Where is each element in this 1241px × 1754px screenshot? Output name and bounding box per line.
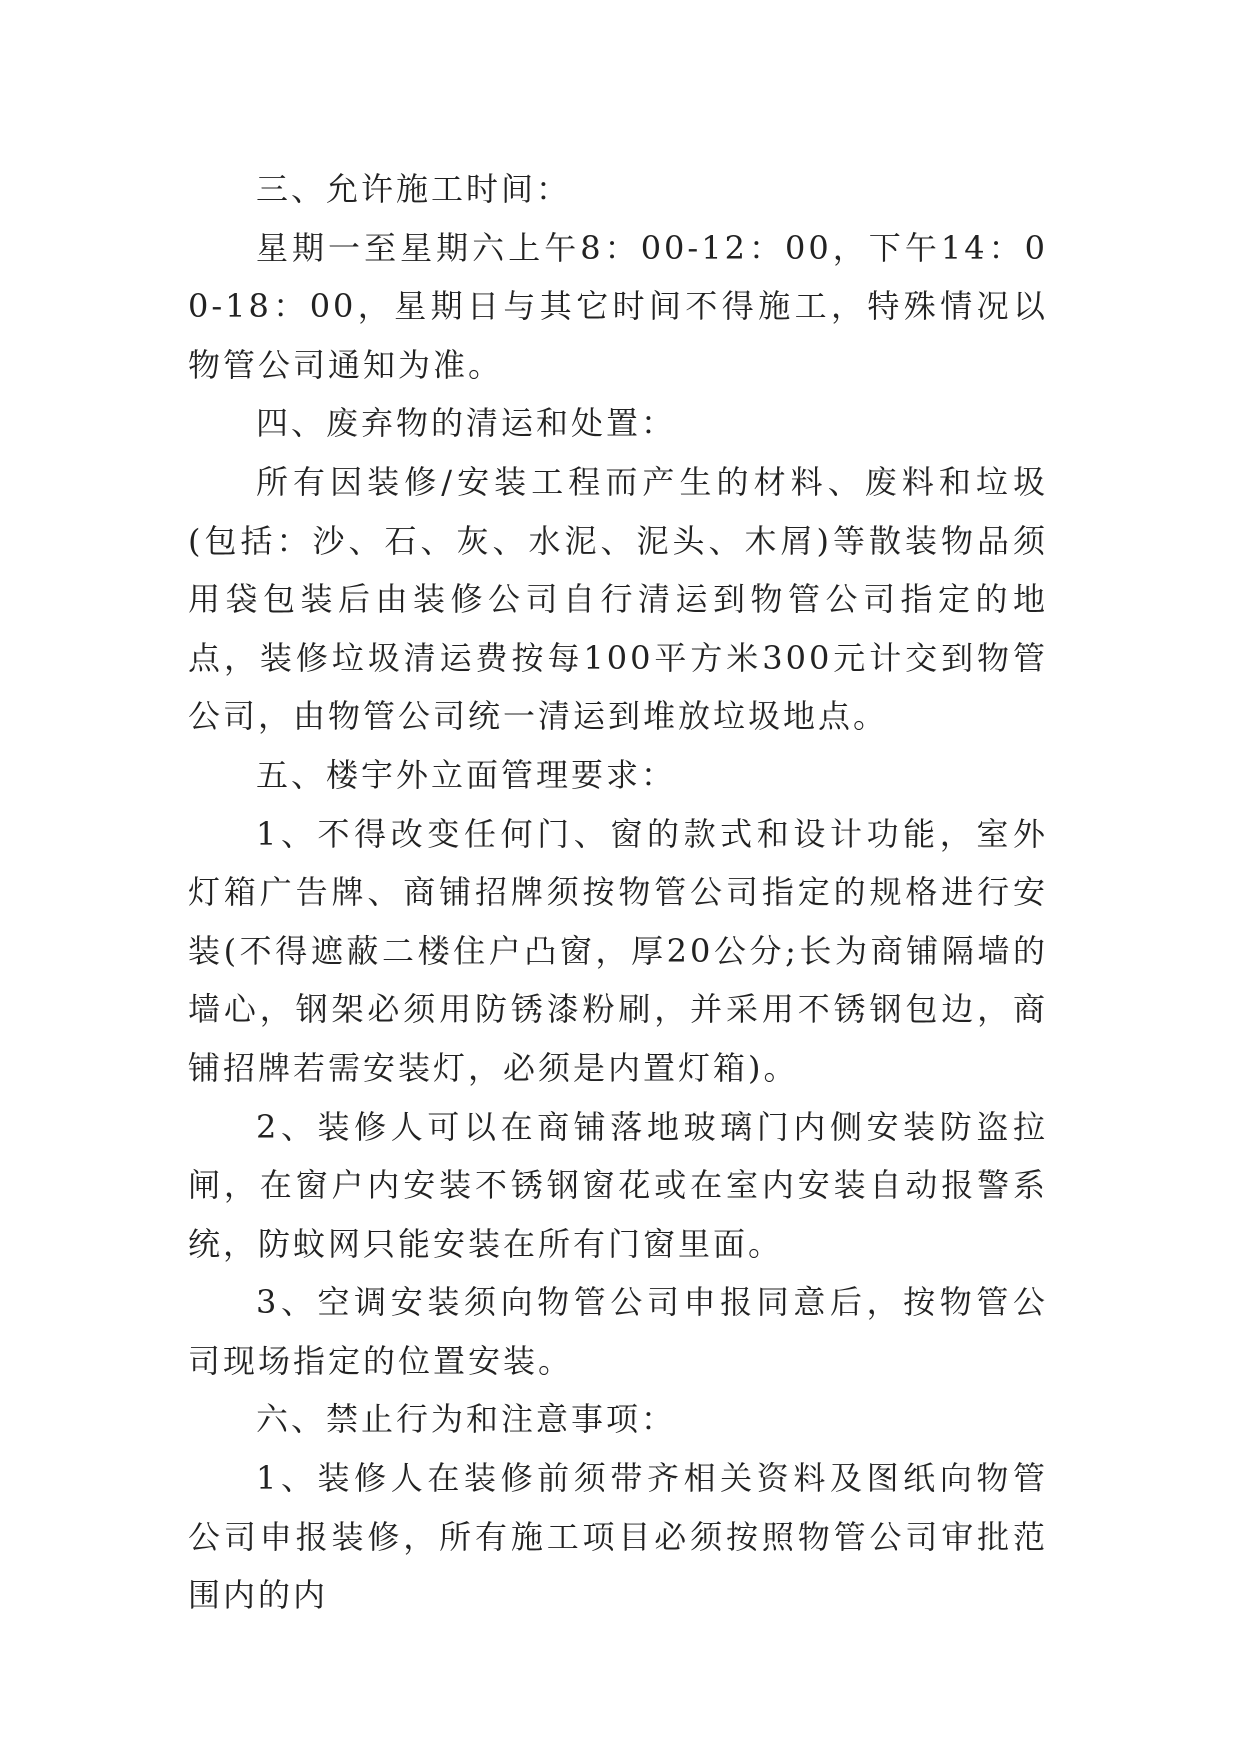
paragraph-facade-rule-1: 1、不得改变任何门、窗的款式和设计功能，室外灯箱广告牌、商铺招牌须按物管公司指定的规格进行安装(不得遮蔽二楼住户凸窗，厚20公分;长为商铺隔墙的墙心，钢架必须用防锈漆粉刷，并采用不锈钢包边，商铺招牌若需安装灯，必须是内置灯箱)。 — [188, 814, 1048, 1087]
paragraph-facade-rule-3: 3、空调安装须向物管公司申报同意后，按物管公司现场指定的位置安装。 — [188, 1283, 1048, 1380]
document-body — [188, 160, 1048, 1625]
section-heading-construction-time: 三、允许施工时间： — [256, 170, 572, 208]
section-heading-prohibitions: 六、禁止行为和注意事项： — [256, 1400, 677, 1439]
section-heading-waste-disposal: 四、废弃物的清运和处置： — [256, 404, 677, 443]
paragraph-waste-disposal: 所有因装修/安装工程而产生的材料、废料和垃圾(包括：沙、石、灰、水泥、泥头、木屑)等散装物品须用袋包装后由装修公司自行清运到物管公司指定的地点，装修垃圾清运费按每100平方米300元计交到物管公司，由物管公司统一清运到堆放垃圾地点。 — [188, 462, 1048, 736]
paragraph-prohibition-rule-1: 1、装修人在装修前须带齐相关资料及图纸向物管公司申报装修，所有施工项目必须按照物管公司审批范围内的内 — [188, 1459, 1048, 1615]
section-heading-facade-management: 五、楼宇外立面管理要求： — [256, 755, 677, 794]
paragraph-facade-rule-2: 2、装修人可以在商铺落地玻璃门内侧安装防盗拉闸，在窗户内安装不锈钢窗花或在室内安装自动报警系统，防蚊网只能安装在所有门窗里面。 — [188, 1107, 1048, 1263]
paragraph-construction-hours: 星期一至星期六上午8：00-12：00，下午14：00-18：00，星期日与其它时间不得施工，特殊情况以物管公司通知为准。 — [188, 228, 1048, 384]
